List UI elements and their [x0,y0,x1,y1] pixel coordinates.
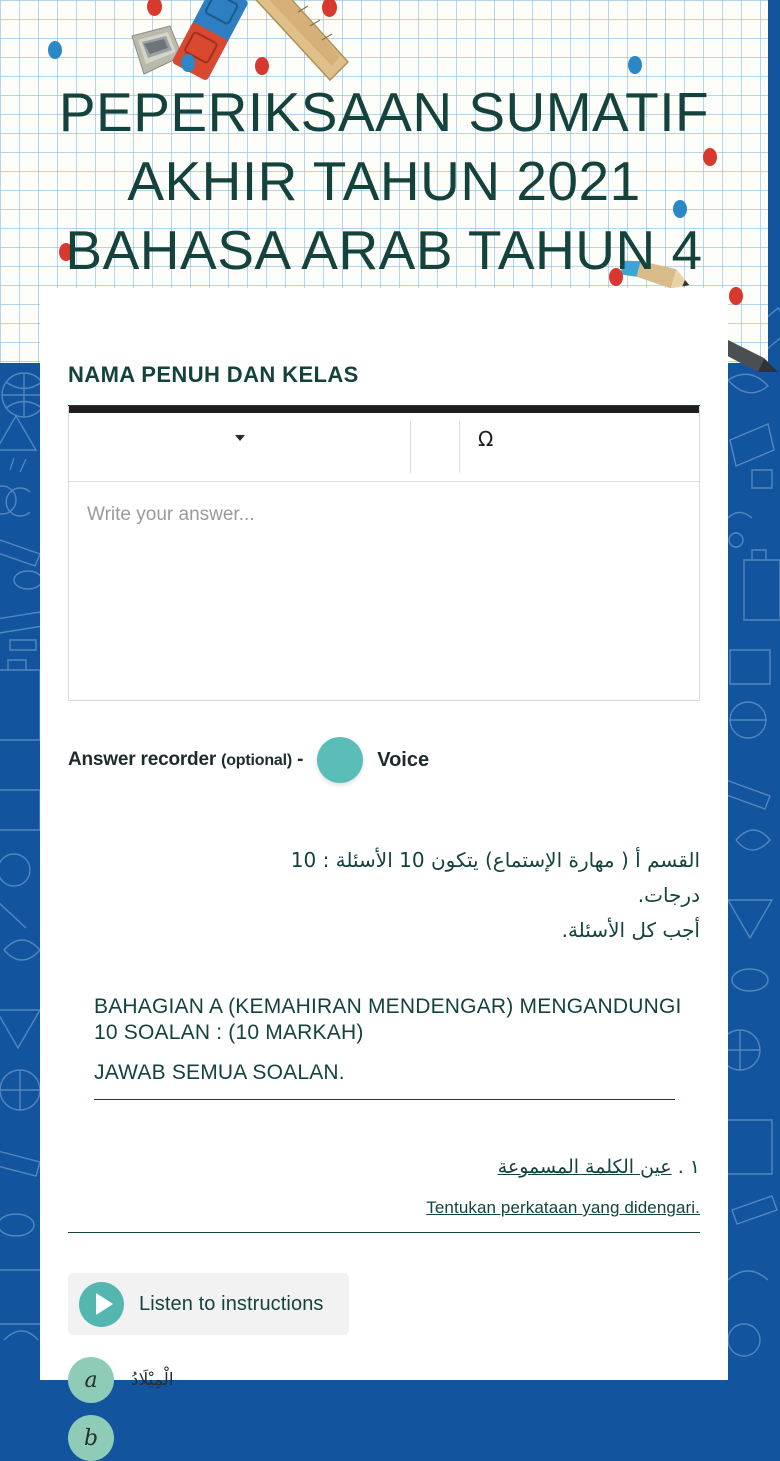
option-key-b[interactable]: b [68,1415,114,1461]
listen-button-label: Listen to instructions [139,1292,324,1315]
recorder-title: Answer recorder [68,749,217,770]
special-character-icon[interactable]: Ω [478,427,494,451]
rich-text-editor[interactable] [68,406,700,701]
recorder-dash: - [297,749,304,770]
option-row[interactable] [68,1415,700,1461]
answer-options [68,1357,700,1461]
section-heading [68,994,700,1085]
confetti-dot [729,287,743,305]
answer-recorder-label [68,749,303,771]
toolbar-rest [511,413,699,481]
arabic-instruction-line-2: أجب كل الأسئلة. [561,918,700,942]
arabic-instructions [68,843,700,948]
option-key-a[interactable]: a [68,1357,114,1403]
form-card [40,288,728,1451]
listen-to-instructions-button[interactable] [68,1273,349,1335]
chevron-down-icon [235,435,245,441]
answer-recorder-row [68,737,700,783]
page-title: PEPERIKSAAN SUMATIF AKHIR TAHUN 2021 BAHASA ARAB TAHUN 4 [58,81,710,281]
question-arabic-text: عين الكلمة المسموعة [497,1156,672,1178]
question-arabic-prompt [68,1156,700,1178]
confetti-dot [628,56,642,74]
pencil-bottom-illustration [720,330,780,376]
question-block [68,1156,700,1461]
confetti-dot [181,54,195,72]
option-row[interactable] [68,1357,700,1403]
section-heading-line-2: JAWAB SEMUA SOALAN. [94,1061,345,1084]
answer-input[interactable]: Write your answer... [69,482,699,700]
editor-topbar [69,406,699,413]
confetti-dot [255,57,269,75]
font-select[interactable] [69,413,410,481]
record-button[interactable] [317,737,363,783]
question-divider [68,1232,700,1233]
section-heading-line-1: BAHAGIAN A (KEMAHIRAN MENDENGAR) MENGANDUNGI 10 SOALAN : (10 MARKAH) [94,995,682,1044]
play-triangle-icon [96,1293,113,1315]
name-field-label: NAMA PENUH DAN KELAS [68,362,359,387]
toolbar-spacer [411,413,459,481]
play-icon[interactable] [79,1282,124,1327]
arabic-instruction-line-1: القسم أ ( مهارة الإستماع) يتكون 10 الأسئلة : 10 درجات. [290,848,700,907]
question-number-separator: . [671,1156,690,1178]
editor-toolbar[interactable] [69,413,699,481]
exam-title-wrapper [0,78,768,285]
question-number: ١ [689,1156,700,1178]
option-text-a: الْمِيْلَادُ [131,1370,174,1390]
voice-label: Voice [377,748,430,771]
section-divider [94,1099,675,1100]
question-malay-prompt: Tentukan perkataan yang didengari. [426,1198,700,1217]
recorder-optional: (optional) [221,752,292,769]
confetti-dot [48,41,62,59]
